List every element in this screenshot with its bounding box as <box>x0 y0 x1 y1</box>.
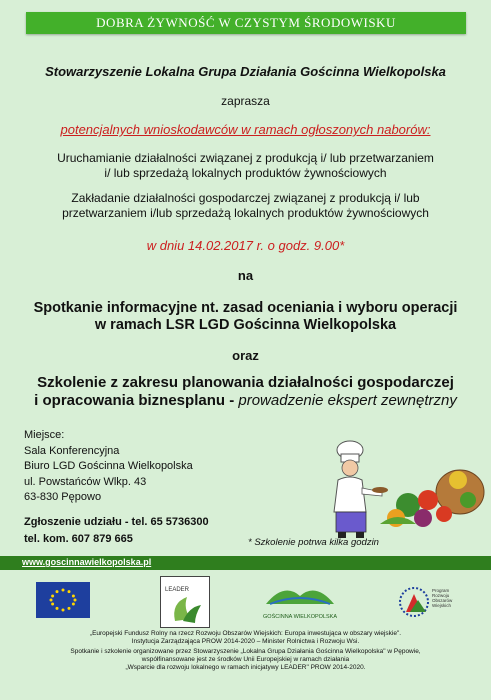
svg-text:GOŚCINNA WIELKOPOLSKA: GOŚCINNA WIELKOPOLSKA <box>263 614 337 620</box>
target-audience: potencjalnych wnioskodawców w ramach ogłoszonych naborów: <box>60 122 431 137</box>
funding-line-2: Instytucja Zarządzająca PROW 2014-2020 – Minister Rolnictwa i Rozwoju Wsi. <box>131 638 360 645</box>
leader-logo <box>160 576 210 628</box>
venue-block <box>24 428 193 506</box>
contact-line-2: tel. kom. 607 879 665 <box>24 533 133 545</box>
training-title <box>0 374 491 410</box>
eu-flag-logo <box>36 582 90 618</box>
event-date: w dniu 14.02.2017 r. o godz. 9.00* <box>146 238 345 253</box>
venue-line-3: ul. Powstańców Wlkp. 43 <box>24 475 147 488</box>
contact-line-1: Zgłoszenie udziału - tel. 65 5736300 <box>24 516 209 528</box>
cofinancing-line-3: „Wsparcie dla rozwoju lokalnego w ramach inicjatywy LEADER" PROW 2014-2020. <box>125 664 366 671</box>
logos-row <box>0 574 491 628</box>
cofinancing-line-2: współfinansowane jest ze środków Unii Europejskiej w ramach działania <box>141 656 350 663</box>
cofinancing-line-1: Spotkanie i szkolenie organizowane przez Stowarzyszenie „Lokalna Grupa Działania Gościnna Wielkopolska" w Pępowie, <box>70 648 421 655</box>
funding-line-1: „Europejski Fundusz Rolny na rzecz Rozwoju Obszarów Wiejskich: Europa inwestująca w obszary wiejskie". <box>89 630 402 637</box>
meeting-title-line-2: w ramach LSR LGD Gościnna Wielkopolska <box>94 317 397 333</box>
funding-statement <box>0 630 491 646</box>
cofinancing-statement <box>0 648 491 672</box>
venue-label: Miejsce: <box>24 429 65 441</box>
program-2-line-2: przetwarzaniem i/lub sprzedażą lokalnych produktów żywnościowych <box>62 206 429 220</box>
program-1-line-2: i/ lub sprzedażą lokalnych produktów żywnościowych <box>104 166 387 180</box>
training-title-line-1: Szkolenie z zakresu planowania działalności gospodarczej <box>37 374 454 391</box>
website-link[interactable]: www.goscinnawielkopolska.pl <box>22 557 152 567</box>
training-title-line-2-main: i opracowania biznesplanu - <box>34 392 235 409</box>
training-title-line-2 <box>0 392 491 410</box>
program-2-line-1: Zakładanie działalności gospodarczej związanej z produkcją i/ lub <box>71 191 420 205</box>
venue-line-1: Sala Konferencyjna <box>24 444 120 457</box>
prow-logo: Program Rozwoju Obszarów Wiejskich <box>398 576 462 626</box>
meeting-title <box>0 300 491 334</box>
on-text: na <box>237 268 254 283</box>
and-text: oraz <box>232 348 259 363</box>
invites-text: zaprasza <box>221 94 270 108</box>
venue-line-4: 63-830 Pępowo <box>24 491 102 503</box>
program-2 <box>0 191 491 221</box>
program-1 <box>0 151 491 181</box>
contact-block <box>24 514 209 548</box>
organization-name: Stowarzyszenie Lokalna Grupa Działania Gościnna Wielkopolska <box>45 64 446 79</box>
footnote: * Szkolenie potrwa kilka godzin <box>248 537 379 548</box>
program-1-line-1: Uruchamianie działalności związanej z produkcją i/ lub przetwarzaniem <box>57 151 434 165</box>
vegetables-illustration <box>378 450 488 530</box>
training-expert: prowadzenie ekspert zewnętrzny <box>238 392 457 409</box>
goscinna-wielkopolska-logo <box>260 578 340 624</box>
venue-line-2: Biuro LGD Gościnna Wielkopolska <box>24 460 193 472</box>
meeting-title-line-1: Spotkanie informacyjne nt. zasad oceniania i wyboru operacji <box>33 300 458 316</box>
header-banner: DOBRA ŻYWNOŚĆ W CZYSTYM ŚRODOWISKU <box>26 12 466 34</box>
svg-text:LEADER: LEADER <box>165 587 190 593</box>
